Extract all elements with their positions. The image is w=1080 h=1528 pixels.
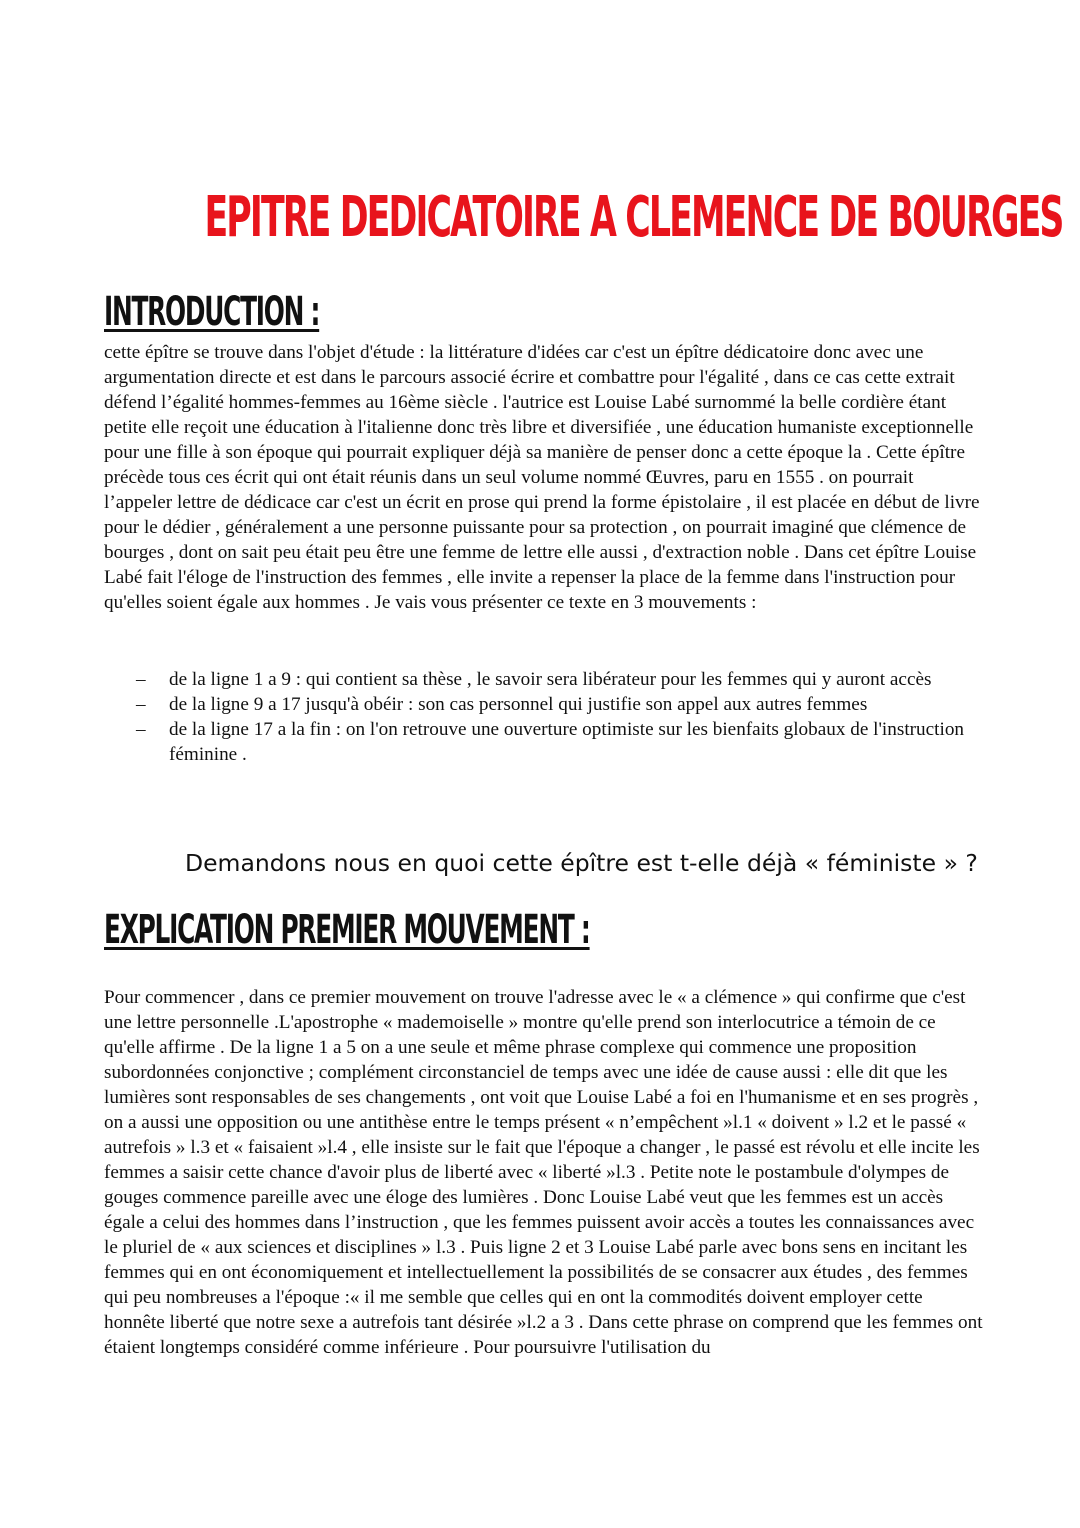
introduction-heading: INTRODUCTION : — [104, 289, 320, 335]
problematic-question: Demandons nous en quoi cette épître est t-elle déjà « féministe » ? — [185, 849, 978, 877]
movement-item-2 — [104, 692, 984, 717]
movement-text: de la ligne 9 a 17 jusqu'à obéir : son cas personnel qui justifie son appel aux autres femmes — [169, 694, 868, 715]
list-dash: – — [136, 719, 146, 740]
movements-list — [104, 667, 984, 767]
movement-text: de la ligne 1 a 9 : qui contient sa thèse , le savoir sera libérateur pour les femmes qui y auront accès — [169, 669, 932, 690]
list-dash: – — [136, 669, 146, 690]
document-title: EPITRE DEDICATOIRE A CLEMENCE DE BOURGES — [204, 185, 1063, 250]
movement-item-3 — [104, 717, 984, 767]
movement-item-1 — [104, 667, 984, 692]
list-dash: – — [136, 694, 146, 715]
explication-paragraph: Pour commencer , dans ce premier mouvement on trouve l'adresse avec le « a clémence » qui confirme que c'est une lettre personnelle .L'apostrophe « mademoiselle » montre qu'elle prend son interlocutrice a témoin de ce qu'elle affirme . De la ligne 1 a 5 on a une seule et même phrase complexe qui commence une proposition subordonnées conjonctive ; complément circonstanciel de temps avec une idée de cause aussi : elle dit que les lumières sont responsables de ses changements , ont voit que Louise Labé a foi en l'humanisme et en ses progrès , on a aussi une opposition ou une antithèse entre le temps présent « n’empêchent »l.1 « doivent » l.2 et le passé « autrefois » l.3 et « faisaient »l.4 , elle insiste sur le fait que l'époque a changer , le passé est révolu et elle incite les femmes a saisir cette chance d'avoir plus de liberté avec « liberté »l.3 . Petite note le postambule d'olympes de gouges commence pareille avec une éloge des lumières . Donc Louise Labé veut que les femmes est un accès égale a celui des hommes dans l’instruction , que les femmes puissent avoir accès a toutes les connaissances avec le pluriel de « aux sciences et disciplines » l.3 . Puis ligne 2 et 3 Louise Labé parle avec bons sens en incitant les femmes qui en ont économiquement et intellectuellement la possibilités de se consacrer aux études , des femmes qui peu nombreuses a l'époque :« il me semble que celles qui en ont la commodités doivent employer cette honnête liberté que notre sexe a autrefois tant désirée »l.2 a 3 . Dans cette phrase on comprend que les femmes ont étaient longtemps considéré comme inférieure . Pour poursuivre l'utilisation du — [104, 987, 983, 1358]
movement-text: de la ligne 17 a la fin : on l'on retrouve une ouverture optimiste sur les bienfaits globaux de l'instruction féminine . — [169, 719, 965, 765]
introduction-paragraph: cette épître se trouve dans l'objet d'étude : la littérature d'idées car c'est un épître dédicatoire donc avec une argumentation directe et est dans le parcours associé écrire et combattre pour l'égalité , dans ce cas cette extrait défend l’égalité hommes-femmes au 16ème siècle . l'autrice est Louise Labé surnommé la belle cordière étant petite elle reçoit une éducation à l'italienne donc très libre et diversifiée , une éducation humaniste exceptionnelle pour une fille à son époque qui pourrait expliquer déjà sa manière de penser donc a cette époque la . Cette épître précède tous ces écrit qui ont était réunis dans un seul volume nommé Œuvres, paru en 1555 . on pourrait l’appeler lettre de dédicace car c'est un écrit en prose qui prend la forme épistolaire , il est placée en début de livre pour le dédier , généralement a une personne puissante pour sa protection , on pourrait imaginé que clémence de bourges , dont on sait peu était peu être une femme de lettre elle aussi , d'extraction noble . Dans cet épître Louise Labé fait l'éloge de l'instruction des femmes , elle invite a repenser la place de la femme dans l'instruction pour qu'elles soient égale aux hommes . Je vais vous présenter ce texte en 3 mouvements : — [104, 342, 980, 613]
explication-heading: EXPLICATION PREMIER MOUVEMENT : — [104, 907, 590, 953]
